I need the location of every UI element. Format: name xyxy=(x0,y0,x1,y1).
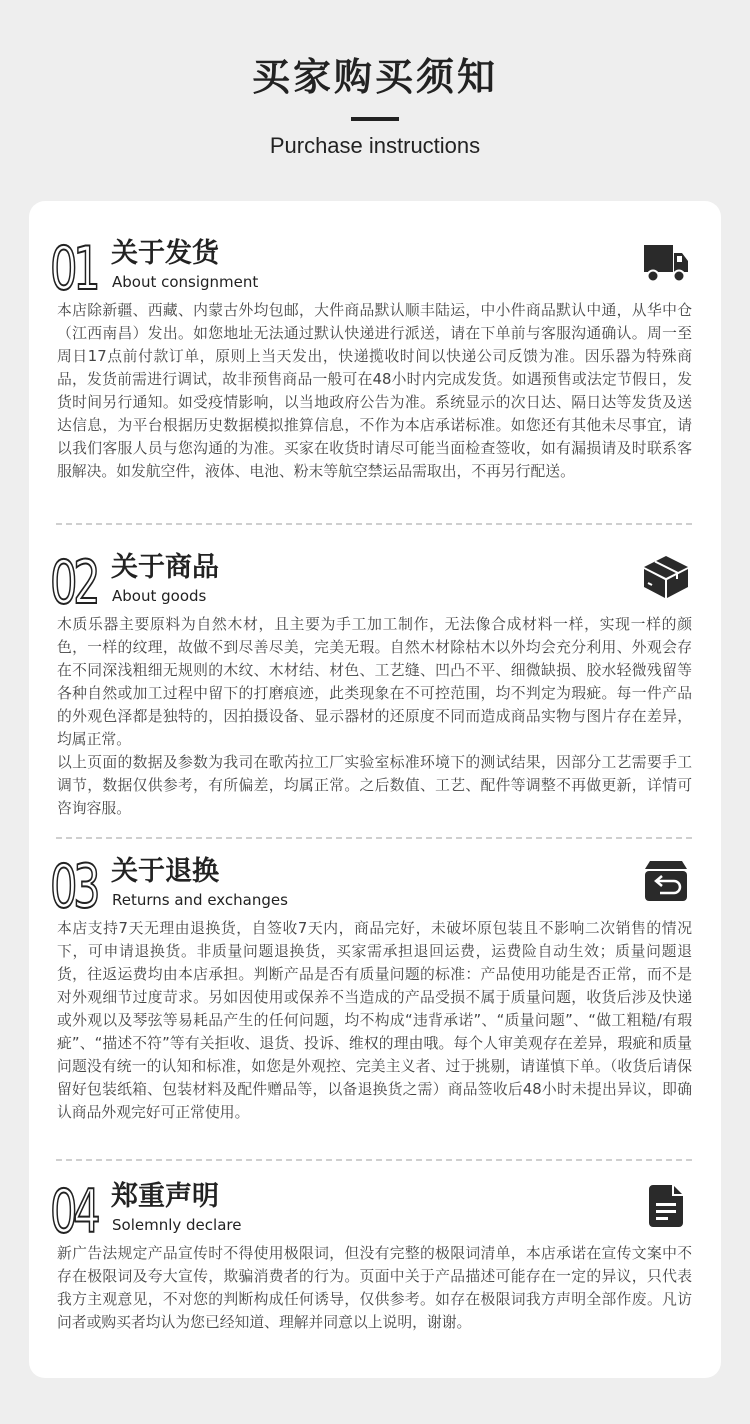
section-paragraph: 以上页面的数据及参数为我司在歌芮拉工厂实验室标准环境下的测试结果，因部分工艺需要手工调节，数据仅供参考，有所偏差，均属正常。之后数值、工艺、配件等调整不再做更新，详情可咨询容服。 xyxy=(57,754,692,817)
section-body xyxy=(57,917,692,1124)
section-body xyxy=(57,299,692,483)
section-number: 02 xyxy=(50,548,97,618)
section-subtitle: Solemnly declare xyxy=(112,1216,242,1234)
section-title: 关于商品 xyxy=(111,552,219,583)
section-body xyxy=(57,613,692,820)
section-paragraph: 本店除新疆、西藏、内蒙古外均包邮，大件商品默认顺丰陆运，中小件商品默认中通，从华中仓（江西南昌）发出。如您地址无法通过默认快递进行派送，请在下单前与客服沟通确认。周一至周日17点前付款订单，原则上当天发出，快递揽收时间以快递公司反馈为准。因乐器为特殊商品，发货前需进行调试，故非预售商品一般可在48小时内完成发货。如遇预售或法定节假日，发货时间另行通知。如受疫情影响，以当地政府公告为准。系统显示的次日达、隔日达等发货及送达信息，为平台根据历史数据模拟推算信息，不作为本店承诺标准。如您还有其他未尽事宜，请以我们客服人员与您沟通的为准。买家在收货时请尽可能当面检查签收，如有漏损请及时联系客服解决。如发航空件，液体、电池、粉末等航空禁运品需取出，不再另行配送。 xyxy=(57,302,692,480)
section-body xyxy=(57,1242,692,1334)
section-paragraph: 木质乐器主要原料为自然木材，且主要为手工加工制作，无法像合成材料一样，实现一样的颜色，一样的纹理，故做不到尽善尽美，完美无瑕。自然木材除枯木以外均会充分利用、外观会存在不同深浅粗细无规则的木纹、木材结、材色、工艺缝、凹凸不平、细微缺损、胶水轻微残留等各种自然或加工过程中留下的打磨痕迹，此类现象在不可控范围，均不判定为瑕疵。每一件产品的外观色泽都是独特的，因拍摄设备、显示器材的还原度不同而造成商品实物与图片存在差异，均属正常。 xyxy=(57,616,692,748)
section-subtitle: Returns and exchanges xyxy=(112,891,288,909)
return-box-icon xyxy=(643,859,689,903)
section-paragraph: 新广告法规定产品宣传时不得使用极限词，但没有完整的极限词清单，本店承诺在宣传文案中不存在极限词及夸大宣传，欺骗消费者的行为。页面中关于产品描述可能存在一定的异议，只代表我方主观意见，不对您的判断构成任何诱导，仅供参考。如存在极限词我方声明全部作废。凡访问者或购买者均认为您已经知道、理解并同意以上说明，谢谢。 xyxy=(57,1245,692,1331)
page-title: 买家购买须知 xyxy=(251,55,498,99)
section-subtitle: About consignment xyxy=(112,273,259,291)
section-divider xyxy=(56,837,692,839)
page-header xyxy=(0,0,750,200)
truck-icon xyxy=(643,241,689,285)
section-title: 关于发货 xyxy=(111,238,219,269)
document-icon xyxy=(643,1184,689,1228)
page-subtitle: Purchase instructions xyxy=(269,133,481,158)
section-number: 03 xyxy=(50,852,97,922)
section-title: 关于退换 xyxy=(111,856,219,887)
section-number: 01 xyxy=(50,234,97,304)
title-underline xyxy=(351,117,399,121)
section-title: 郑重声明 xyxy=(111,1181,219,1212)
section-paragraph: 本店支持7天无理由退换货，自签收7天内，商品完好，未破坏原包装且不影响二次销售的情况下，可申请退换货。非质量问题退换货，买家需承担退回运费，运费险自动生效；质量问题退货，往返运费均由本店承担。判断产品是否有质量问题的标准：产品使用功能是否正常，而不是对外观细节过度苛求。另如因使用或保养不当造成的产品受损不属于质量问题，收货后涉及快递或外观以及琴弦等易耗品产生的任何问题，均不构成“违背承诺”、“质量问题”、“做工粗糙/有瑕疵”、“描述不符”等有关拒收、退货、投诉、维权的理由哦。每个人审美观存在差异，瑕疵和质量问题没有统一的认知和标准，如您是外观控、完美主义者、过于挑剔，请谨慎下单。（收货后请保留好包装纸箱、包装材料及配件赠品等，以备退换货之需）商品签收后48小时未提出异议，即确认商品外观完好可正常使用。 xyxy=(57,920,692,1121)
section-number: 04 xyxy=(50,1177,97,1247)
section-subtitle: About goods xyxy=(112,587,207,605)
section-divider xyxy=(56,1159,692,1161)
section-divider xyxy=(56,523,692,525)
instructions-card xyxy=(29,201,721,1378)
box-icon xyxy=(643,555,689,599)
